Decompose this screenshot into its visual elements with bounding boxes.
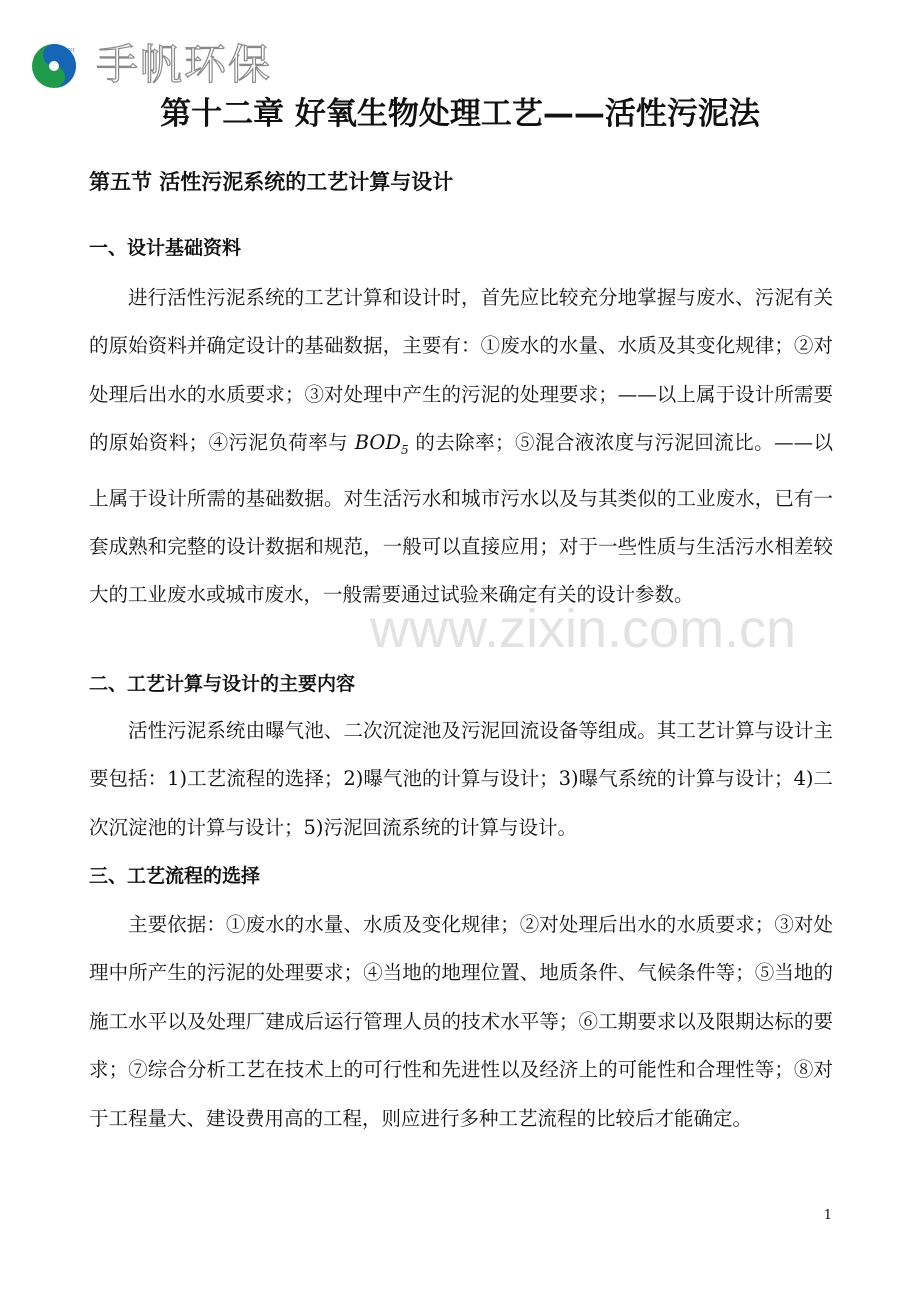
heading-process-selection: 三、工艺流程的选择 (89, 865, 261, 887)
bod-term: $BOD_5$ (354, 431, 409, 458)
watermark: www.zixin.com.cn (370, 599, 797, 659)
paragraph-text-before: 进行活性污泥系统的工艺计算和设计时，首先应比较充分地掌握与废水、污泥有关的原始资料并确定设计的基础数据，主要有：①废水的水量、水质及其变化规律；②对处理后出水的水质要求；③对处理中产生的污泥的处理要求；——以上属于设计所需要的原始资料；④污泥负荷率与 (89, 286, 833, 455)
paragraph-text-after: 的去除率；⑤混合液浓度与污泥回流比。——以上属于设计所需的基础数据。对生活污水和城市污水以及与其类似的工业废水，已有一套成熟和完整的设计数据和规范，一般可以直接应用；对于一些性质与生活污水相差较大的工业废水或城市废水，一般需要通过试验来确定有关的设计参数。 (89, 431, 833, 607)
paragraph-design-basis (89, 274, 833, 620)
brand-name: 手帆环保 (96, 40, 273, 89)
cheff-logo-icon (30, 42, 78, 90)
page-number: 1 (823, 1208, 832, 1223)
heading-design-basis: 一、设计基础资料 (89, 237, 242, 259)
section-title: 第五节 活性污泥系统的工艺计算与设计 (89, 170, 454, 194)
paragraph-main-content: 活性污泥系统由曝气池、二次沉淀池及污泥回流设备等组成。其工艺计算与设计主要包括：1)工艺流程的选择；2)曝气池的计算与设计；3)曝气系统的计算与设计；4)二次沉淀池的计算与设计；5)污泥回流系统的计算与设计。 (89, 719, 833, 839)
chapter-title: 第十二章 好氧生物处理工艺——活性污泥法 (160, 96, 760, 132)
logo-text: CHEFF (62, 48, 75, 53)
heading-main-content: 二、工艺计算与设计的主要内容 (89, 673, 356, 695)
paragraph-process-selection: 主要依据：①废水的水量、水质及变化规律；②对处理后出水的水质要求；③对处理中所产生的污泥的处理要求；④当地的地理位置、地质条件、气候条件等；⑤当地的施工水平以及处理厂建成后运行管理人员的技术水平等；⑥工期要求以及限期达标的要求；⑦综合分析工艺在技术上的可行性和先进性以及经济上的可能性和合理性等；⑧对于工程量大、建设费用高的工程，则应进行多种工艺流程的比较后才能确定。 (89, 913, 833, 1130)
